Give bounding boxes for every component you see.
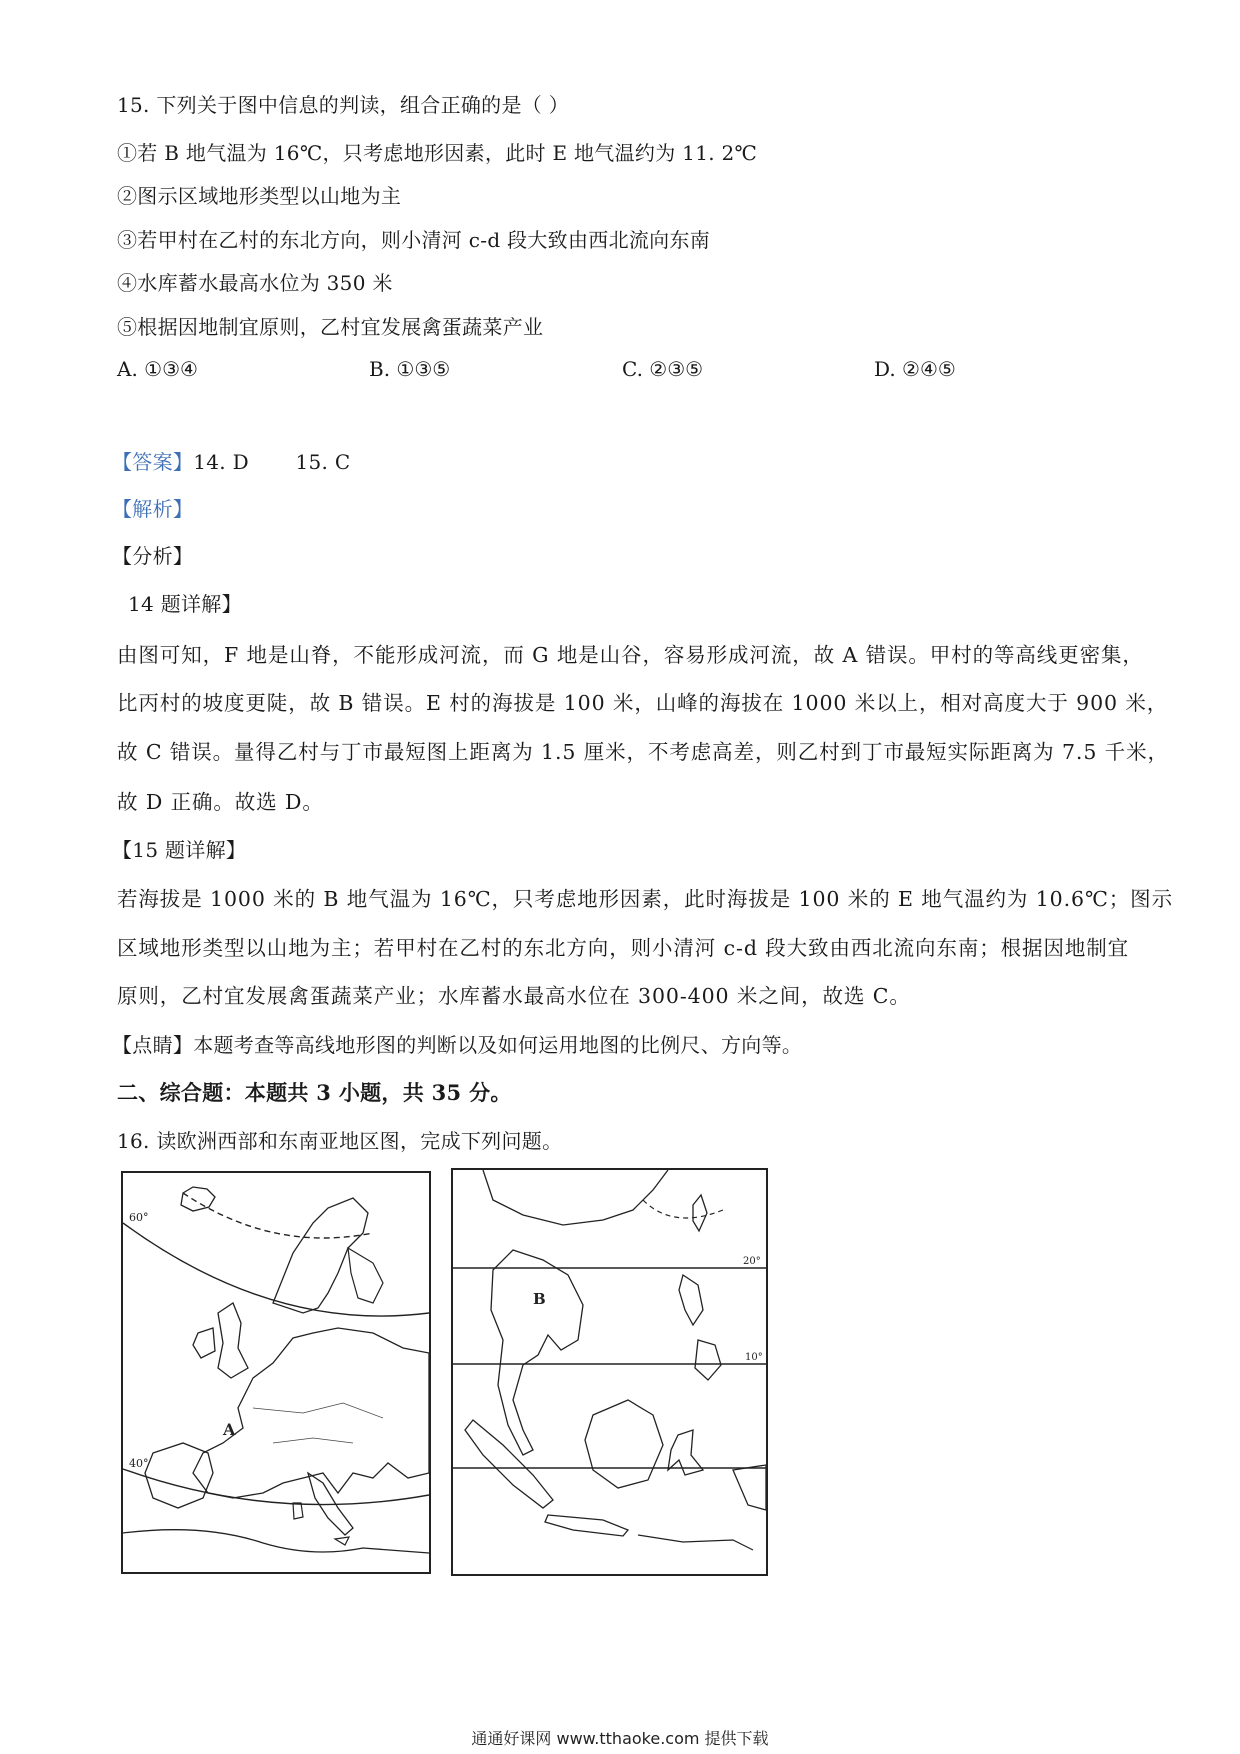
taiwan-outline: [693, 1195, 707, 1231]
q14-detail-line-2: 比丙村的坡度更陡，故 B 错误。E 村的海拔是 100 米，山峰的海拔在 1000 米以上，相对高度大于 900 米，: [117, 691, 1169, 715]
q15-item-1: ①若 B 地气温为 16℃，只考虑地形因素，此时 E 地气温约为 11. 2℃: [117, 141, 758, 165]
option-c: C. ②③⑤: [622, 357, 704, 381]
label-b: B: [533, 1290, 546, 1308]
lat-line-60: [123, 1223, 429, 1316]
finland-outline: [348, 1248, 383, 1303]
sea-map-drawing: [453, 1170, 766, 1574]
ireland-outline: [193, 1328, 215, 1358]
q15-detail-line-3: 原则，乙村宜发展禽蛋蔬菜产业；水库蓄水最高水位在 300-400 米之间，故选 C。: [117, 984, 911, 1008]
borneo-outline: [585, 1400, 663, 1488]
sumatra-outline: [465, 1420, 553, 1508]
lat-40-label: 40°: [129, 1457, 149, 1470]
q15-item-4: ④水库蓄水最高水位为 350 米: [117, 271, 393, 295]
q15-item-3: ③若甲村在乙村的东北方向，则小清河 c-d 段大致由西北流向东南: [117, 228, 711, 252]
page-footer: 通通好课网 www.tthaoke.com 提供下载: [471, 1729, 769, 1748]
q15-item-5: ⑤根据因地制宜原则，乙村宜发展禽蛋蔬菜产业: [117, 315, 544, 339]
q15-item-2: ②图示区域地形类型以山地为主: [117, 184, 402, 208]
q15-detail-line-1: 若海拔是 1000 米的 B 地气温为 16℃，只考虑地形因素，此时海拔是 100 米的 E 地气温约为 10.6℃；图示: [117, 887, 1173, 911]
sicily-outline: [335, 1537, 349, 1545]
dashed-boundary: [643, 1200, 723, 1218]
continent-outline: [193, 1328, 429, 1498]
indochina-outline: [491, 1250, 583, 1455]
new-guinea-outline: [733, 1465, 766, 1510]
answer-text: 14. D 15. C: [193, 450, 351, 474]
fenxi-label: 【分析】: [112, 544, 194, 568]
comment-line: 【点睛】本题考查等高线地形图的判断以及如何运用地图的比例尺、方向等。: [112, 1033, 803, 1057]
q14-detail-line-3: 故 C 错误。量得乙村与丁市最短图上距离为 1.5 厘米，不考虑高差，则乙村到丁市最短实际距离为 7.5 千米，: [117, 740, 1169, 764]
europe-map-drawing: [123, 1173, 429, 1572]
java-outline: [545, 1515, 628, 1536]
option-a: A. ①③④: [117, 357, 198, 381]
q15-stem: 15. 下列关于图中信息的判读，组合正确的是（ ）: [117, 93, 570, 117]
arctic-dashed-line: [183, 1193, 373, 1238]
option-d: D. ②④⑤: [874, 357, 956, 381]
q15-detail-line-2: 区域地形类型以山地为主；若甲村在乙村的东北方向，则小清河 c-d 段大致由西北流向东南；根据因地制宜: [117, 936, 1130, 960]
q15-options: [117, 357, 1017, 383]
scandinavia-outline: [273, 1198, 368, 1313]
lesser-sunda-coast: [638, 1535, 753, 1550]
section2-title: 二、综合题：本题共 3 小题，共 35 分。: [117, 1080, 512, 1105]
iceland-outline: [181, 1187, 215, 1211]
country-borders: [253, 1403, 383, 1418]
mindanao-outline: [695, 1340, 721, 1380]
lat-60-label: 60°: [129, 1211, 149, 1224]
britain-outline: [218, 1303, 248, 1378]
africa-coast: [123, 1530, 429, 1553]
option-b: B. ①③⑤: [369, 357, 451, 381]
map-western-europe: [121, 1171, 431, 1574]
q14-detail-line-4: 故 D 正确。故选 D。: [117, 790, 324, 814]
lat-20-label: 20°: [743, 1256, 761, 1267]
q14-detail-heading: 14 题详解】: [128, 592, 242, 616]
q15-detail-heading: 【15 题详解】: [112, 838, 247, 862]
china-coast: [483, 1170, 668, 1225]
sardinia-outline: [293, 1503, 303, 1519]
q14-detail-line-1: 由图可知，F 地是山脊，不能形成河流，而 G 地是山谷，容易形成河流，故 A 错误。甲村的等高线更密集，: [117, 643, 1144, 667]
luzon-outline: [679, 1275, 703, 1325]
lat-10-label: 10°: [745, 1352, 763, 1363]
answer-line: [112, 449, 350, 475]
map-southeast-asia: [451, 1168, 768, 1576]
analysis-label: 【解析】: [112, 497, 194, 521]
q16-stem: 16. 读欧洲西部和东南亚地区图，完成下列问题。: [117, 1129, 563, 1153]
answer-label: 【答案】: [112, 450, 194, 474]
country-borders-2: [273, 1438, 353, 1443]
label-a: A: [223, 1420, 236, 1439]
